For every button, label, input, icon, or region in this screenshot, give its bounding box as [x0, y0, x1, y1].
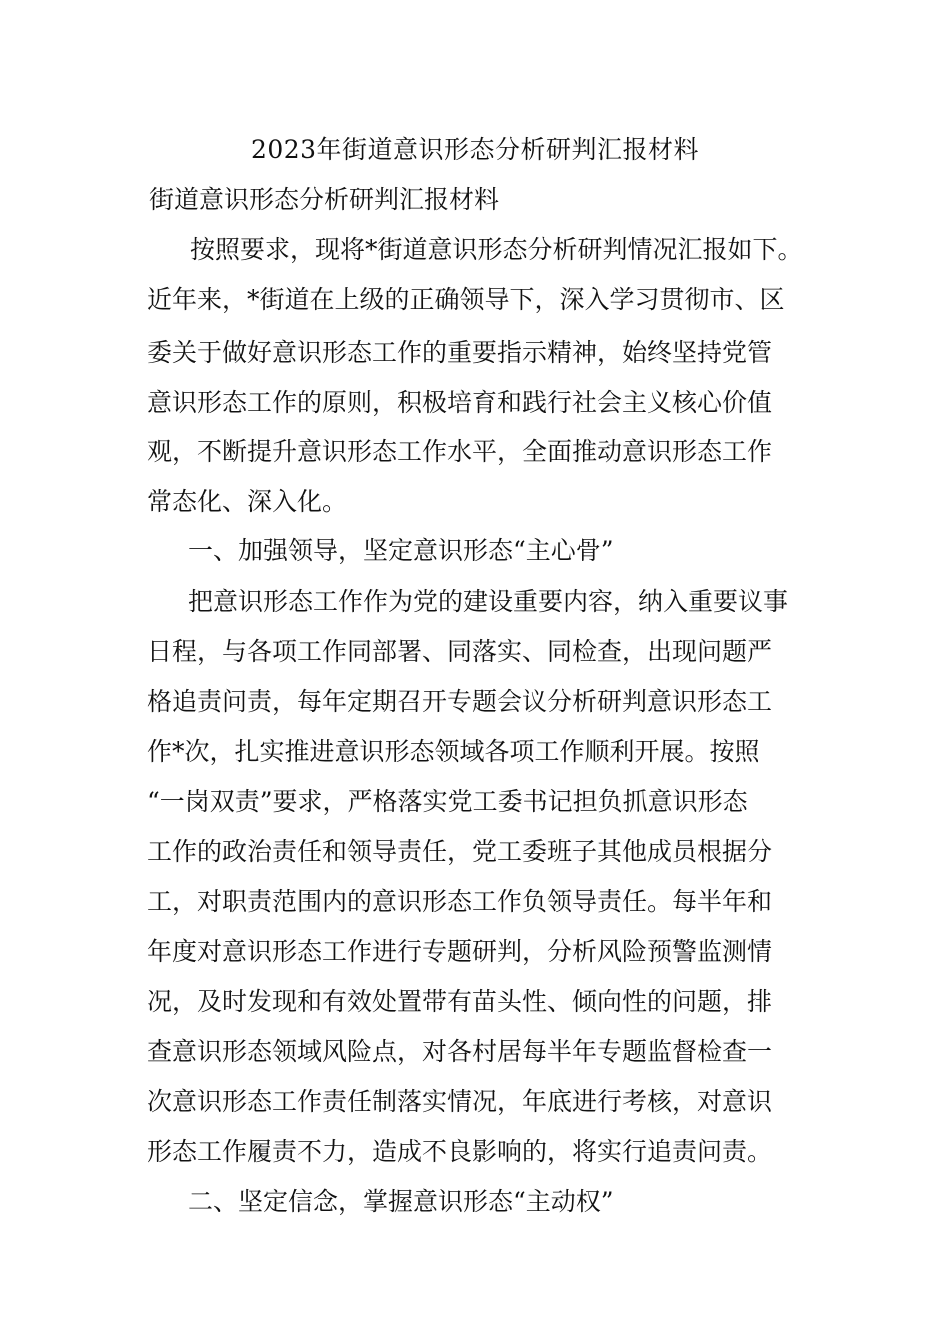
body-line-9: 日程，与各项工作同部署、同落实、同检查，出现问题严 [147, 637, 773, 666]
body-line-13: 工作的政治责任和领导责任，党工委班子其他成员根据分 [147, 837, 773, 866]
body-line-11: 作*次，扎实推进意识形态领域各项工作顺利开展。按照 [147, 737, 760, 766]
body-line-17: 查意识形态领域风险点，对各村居每半年专题监督检查一 [147, 1037, 773, 1066]
section-heading-1: 一、加强领导，坚定意识形态“主心骨” [188, 536, 614, 565]
body-line-6: 常态化、深入化。 [147, 487, 348, 516]
body-line-15: 年度对意识形态工作进行专题研判，分析风险预警监测情 [147, 937, 773, 966]
document-title: 2023年街道意识形态分析研判汇报材料 [250, 135, 700, 164]
section-heading-2: 二、坚定信念，掌握意识形态“主动权” [188, 1187, 614, 1216]
body-line-12: “一岗双责”要求，严格落实党工委书记担负抓意识形态 [147, 787, 748, 816]
body-line-3: 委关于做好意识形态工作的重要指示精神，始终坚持党管 [147, 338, 773, 367]
body-line-2: 近年来，*街道在上级的正确领导下，深入学习贯彻市、区 [147, 285, 785, 314]
body-line-5: 观，不断提升意识形态工作水平，全面推动意识形态工作 [147, 437, 773, 466]
body-line-4: 意识形态工作的原则，积极培育和践行社会主义核心价值 [147, 388, 773, 417]
document-subtitle: 街道意识形态分析研判汇报材料 [149, 185, 500, 214]
body-line-19: 形态工作履责不力，造成不良影响的，将实行追责问责。 [147, 1137, 773, 1166]
body-line-16: 况，及时发现和有效处置带有苗头性、倾向性的问题，排 [147, 987, 773, 1016]
body-line-10: 格追责问责，每年定期召开专题会议分析研判意识形态工 [147, 687, 773, 716]
body-line-14: 工，对职责范围内的意识形态工作负领导责任。每半年和 [147, 887, 773, 916]
body-line-8: 把意识形态工作作为党的建设重要内容，纳入重要议事 [188, 587, 789, 616]
body-line-18: 次意识形态工作责任制落实情况，年底进行考核，对意识 [147, 1087, 773, 1116]
body-line-1: 按照要求，现将*街道意识形态分析研判情况汇报如下。 [190, 235, 803, 264]
